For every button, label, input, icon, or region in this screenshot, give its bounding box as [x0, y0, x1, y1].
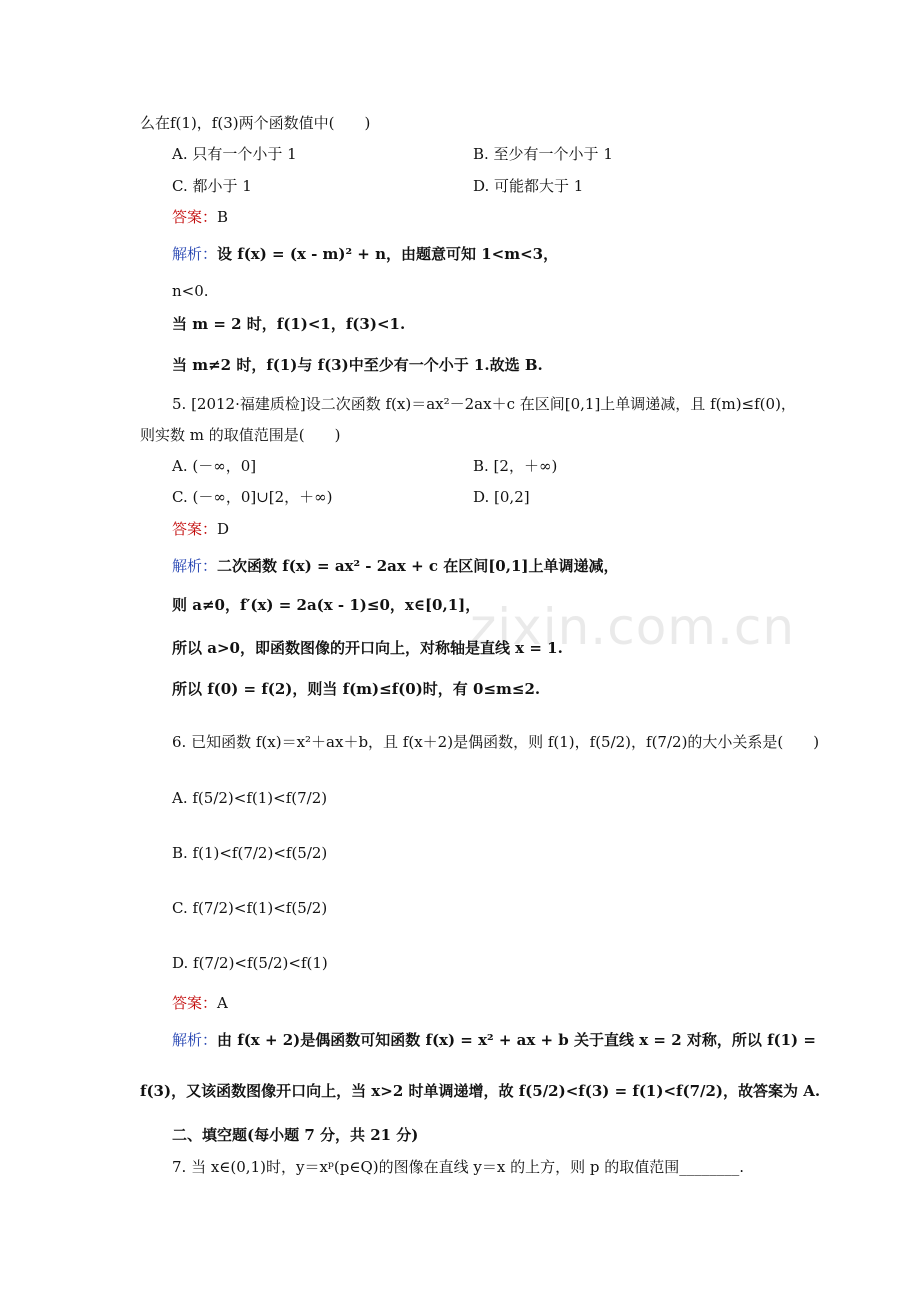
- q5-option-d: D. [0,2]: [473, 488, 530, 506]
- q4-option-d: D. 可能都大于 1: [473, 177, 584, 195]
- q4-analysis-2: n<0.: [172, 282, 209, 300]
- q6-option-c: C. f(7/2)<f(1)<f(5/2): [172, 899, 328, 917]
- answer-value: A: [217, 994, 228, 1012]
- q5-option-a: A. (－∞，0]: [172, 457, 257, 475]
- answer-value: D: [217, 520, 230, 538]
- q6-option-b: B. f(1)<f(7/2)<f(5/2): [172, 844, 328, 862]
- q4-analysis-4: 当 m≠2 时，f(1)与 f(3)中至少有一个小于 1.故选 B.: [172, 356, 543, 374]
- answer-value: B: [217, 208, 229, 226]
- section-heading: 二、填空题(每小题 7 分，共 21 分): [172, 1126, 419, 1144]
- watermark: zixin.com.cn: [470, 598, 796, 656]
- q5-analysis-1: [172, 556, 619, 576]
- q6-stem: 6. 已知函数 f(x)＝x²＋ax＋b，且 f(x＋2)是偶函数，则 f(1)，f(5/2)，f(7/2)的大小关系是( ): [172, 733, 820, 751]
- q5-analysis-2: 则 a≠0，f′(x) = 2a(x - 1)≤0，x∈[0,1]，: [172, 596, 481, 614]
- analysis-label: 解析：: [172, 245, 218, 263]
- q6-option-d: D. f(7/2)<f(5/2)<f(1): [172, 954, 328, 972]
- q4-option-b: B. 至少有一个小于 1: [473, 145, 613, 163]
- q4-stem: 么在f(1)，f(3)两个函数值中( ): [140, 114, 371, 132]
- q4-analysis-1: [172, 244, 558, 264]
- answer-label: 答案：: [172, 520, 218, 538]
- q6-option-a: A. f(5/2)<f(1)<f(7/2): [172, 789, 328, 807]
- answer-label: 答案：: [172, 994, 218, 1012]
- q6-analysis-1: [172, 1030, 816, 1050]
- q5-stem-line1: 5. [2012·福建质检]设二次函数 f(x)＝ax²－2ax＋c 在区间[0,1]上单调递减，且 f(m)≤f(0)，: [172, 395, 796, 413]
- q6-answer: [172, 993, 228, 1013]
- analysis-label: 解析：: [172, 557, 218, 575]
- q5-answer: [172, 519, 229, 539]
- q5-analysis-3: 所以 a>0，即函数图像的开口向上，对称轴是直线 x = 1.: [172, 639, 563, 657]
- q4-answer: [172, 207, 228, 227]
- q7-stem: 7. 当 x∈(0,1)时，y＝xᵖ(p∈Q)的图像在直线 y＝x 的上方，则 p 的取值范围________.: [172, 1158, 744, 1176]
- q6-analysis-2: f(3)，又该函数图像开口向上，当 x>2 时单调递增，故 f(5/2)<f(3) = f(1)<f(7/2)，故答案为 A.: [140, 1082, 821, 1100]
- q5-stem-line2: 则实数 m 的取值范围是( ): [140, 426, 341, 444]
- q5-option-b: B. [2，＋∞): [473, 457, 558, 475]
- answer-label: 答案：: [172, 208, 218, 226]
- analysis-label: 解析：: [172, 1031, 218, 1049]
- q5-option-c: C. (－∞，0]∪[2，＋∞): [172, 488, 333, 506]
- q4-option-a: A. 只有一个小于 1: [172, 145, 297, 163]
- analysis-text: 二次函数 f(x) = ax² - 2ax + c 在区间[0,1]上单调递减，: [217, 557, 619, 575]
- q4-option-c: C. 都小于 1: [172, 177, 252, 195]
- q5-analysis-4: 所以 f(0) = f(2)，则当 f(m)≤f(0)时，有 0≤m≤2.: [172, 680, 541, 698]
- analysis-text: 设 f(x) = (x - m)² + n，由题意可知 1<m<3，: [217, 245, 559, 263]
- analysis-text: 由 f(x + 2)是偶函数可知函数 f(x) = x² + ax + b 关于直线 x = 2 对称，所以 f(1) =: [217, 1031, 816, 1049]
- q4-analysis-3: 当 m = 2 时，f(1)<1，f(3)<1.: [172, 315, 406, 333]
